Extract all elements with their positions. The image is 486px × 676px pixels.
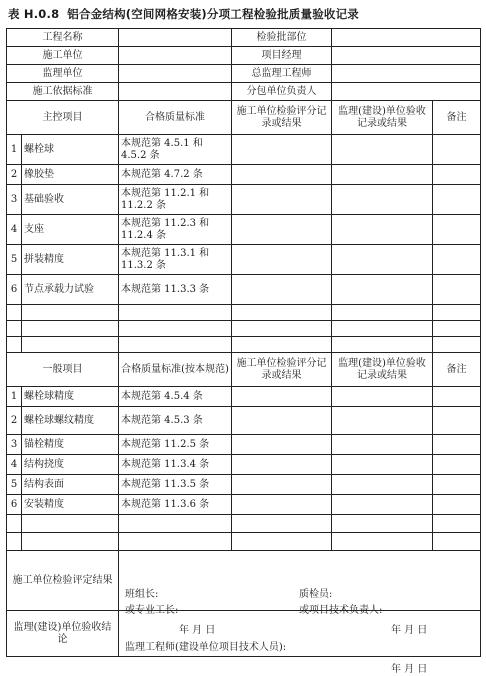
blank-cell[interactable] bbox=[232, 533, 332, 551]
blank-cell bbox=[7, 515, 22, 533]
unit-record-cell[interactable] bbox=[232, 135, 332, 165]
blank-cell bbox=[22, 515, 119, 533]
blank-cell bbox=[22, 321, 119, 337]
remarks-cell[interactable] bbox=[433, 165, 481, 185]
main-standard-heading: 合格质量标准 bbox=[119, 101, 232, 135]
general-items-heading: 一般项目 bbox=[7, 353, 119, 387]
item-name: 螺栓球精度 bbox=[22, 387, 119, 407]
item-name: 安装精度 bbox=[22, 495, 119, 515]
item-no: 3 bbox=[7, 185, 22, 215]
item-name: 基础验收 bbox=[22, 185, 119, 215]
item-no: 6 bbox=[7, 495, 22, 515]
table-row bbox=[7, 407, 481, 435]
form-title-text: 铝合金结构(空间网格安装)分项工程检验批质量验收记录 bbox=[67, 7, 359, 21]
date-right: 年 月 日 bbox=[391, 624, 428, 636]
supervision-record-cell[interactable] bbox=[332, 135, 433, 165]
table-row bbox=[7, 275, 481, 305]
blank-row bbox=[7, 533, 481, 551]
item-no: 5 bbox=[7, 475, 22, 495]
blank-cell[interactable] bbox=[232, 321, 332, 337]
item-no: 1 bbox=[7, 135, 22, 165]
item-name: 锚栓精度 bbox=[22, 435, 119, 455]
supervision-record-cell[interactable] bbox=[332, 245, 433, 275]
blank-cell bbox=[22, 337, 119, 353]
main-remarks-heading: 备注 bbox=[433, 101, 481, 135]
blank-cell bbox=[7, 305, 22, 321]
construction-standard-label: 施工依据标准 bbox=[7, 83, 119, 101]
remarks-cell[interactable] bbox=[433, 495, 481, 515]
item-name: 节点承载力试验 bbox=[22, 275, 119, 305]
item-no: 6 bbox=[7, 275, 22, 305]
blank-cell[interactable] bbox=[433, 515, 481, 533]
blank-cell bbox=[7, 337, 22, 353]
header-row bbox=[7, 65, 481, 83]
blank-cell[interactable] bbox=[232, 305, 332, 321]
item-standard: 本规范第 4.5.1 和 4.5.2 条 bbox=[119, 135, 232, 165]
unit-record-cell[interactable] bbox=[232, 475, 332, 495]
item-name: 拼装精度 bbox=[22, 245, 119, 275]
remarks-cell[interactable] bbox=[433, 455, 481, 475]
item-standard: 本规范第 11.3.3 条 bbox=[119, 275, 232, 305]
supervision-record-cell[interactable] bbox=[332, 455, 433, 475]
supervision-unit-value[interactable] bbox=[119, 65, 232, 83]
tech-head-label: 或项目技术负责人: bbox=[299, 604, 383, 616]
unit-record-cell[interactable] bbox=[232, 185, 332, 215]
item-no: 3 bbox=[7, 435, 22, 455]
quality-inspector-label: 质检员: bbox=[299, 588, 333, 600]
subcontractor-head-value[interactable] bbox=[332, 83, 481, 101]
inspection-dept-label: 检验批部位 bbox=[232, 29, 332, 47]
item-standard: 本规范第 11.3.4 条 bbox=[119, 455, 232, 475]
general-remarks-heading: 备注 bbox=[433, 353, 481, 387]
unit-record-cell[interactable] bbox=[232, 435, 332, 455]
blank-cell[interactable] bbox=[332, 515, 433, 533]
item-name: 螺栓球 bbox=[22, 135, 119, 165]
form-number: 表 H.0.8 bbox=[8, 7, 60, 21]
item-standard: 本规范第 4.7.2 条 bbox=[119, 165, 232, 185]
inspection-dept-value[interactable] bbox=[332, 29, 481, 47]
remarks-cell[interactable] bbox=[433, 275, 481, 305]
table-row bbox=[7, 495, 481, 515]
table-row bbox=[7, 455, 481, 475]
construction-unit-label: 施工单位 bbox=[7, 47, 119, 65]
inspection-record-table bbox=[6, 28, 481, 675]
table-row bbox=[7, 435, 481, 455]
item-standard: 本规范第 11.2.5 条 bbox=[119, 435, 232, 455]
form-title bbox=[8, 6, 480, 24]
item-no: 2 bbox=[7, 407, 22, 435]
unit-record-cell[interactable] bbox=[232, 455, 332, 475]
header-row bbox=[7, 47, 481, 65]
general-supervision-record-heading: 监理(建设)单位验收记录或结果 bbox=[332, 353, 433, 387]
blank-cell bbox=[119, 533, 232, 551]
blank-cell bbox=[22, 533, 119, 551]
header-row bbox=[7, 83, 481, 101]
supervision-record-cell[interactable] bbox=[332, 495, 433, 515]
unit-record-cell[interactable] bbox=[232, 275, 332, 305]
blank-cell bbox=[119, 337, 232, 353]
blank-cell[interactable] bbox=[232, 337, 332, 353]
item-standard: 本规范第 11.2.1 和 11.2.2 条 bbox=[119, 185, 232, 215]
blank-cell bbox=[119, 515, 232, 533]
item-name: 螺栓球螺纹精度 bbox=[22, 407, 119, 435]
item-no: 4 bbox=[7, 455, 22, 475]
item-name: 结构挠度 bbox=[22, 455, 119, 475]
item-standard: 本规范第 11.3.6 条 bbox=[119, 495, 232, 515]
item-name: 结构表面 bbox=[22, 475, 119, 495]
remarks-cell[interactable] bbox=[433, 215, 481, 245]
blank-row bbox=[7, 321, 481, 337]
foreman-label: 或专业工长: bbox=[125, 604, 179, 616]
blank-cell[interactable] bbox=[332, 321, 433, 337]
general-unit-record-heading: 施工单位检验评分记录或结果 bbox=[232, 353, 332, 387]
table-row bbox=[7, 185, 481, 215]
table-row bbox=[7, 135, 481, 165]
blank-cell bbox=[7, 321, 22, 337]
unit-record-cell[interactable] bbox=[232, 245, 332, 275]
unit-record-cell[interactable] bbox=[232, 165, 332, 185]
item-standard: 本规范第 4.5.4 条 bbox=[119, 387, 232, 407]
chief-supervisor-label: 总监理工程师 bbox=[232, 65, 332, 83]
supervision-conclusion-label: 监理(建设)单位验收结论 bbox=[7, 611, 119, 657]
remarks-cell[interactable] bbox=[433, 185, 481, 215]
table-row bbox=[7, 245, 481, 275]
remarks-cell[interactable] bbox=[433, 245, 481, 275]
subcontractor-head-label: 分包单位负责人 bbox=[232, 83, 332, 101]
unit-record-cell[interactable] bbox=[232, 407, 332, 435]
remarks-cell[interactable] bbox=[433, 407, 481, 435]
blank-cell[interactable] bbox=[332, 305, 433, 321]
construction-unit-value[interactable] bbox=[119, 47, 232, 65]
table-row bbox=[7, 475, 481, 495]
blank-row bbox=[7, 515, 481, 533]
supervision-record-cell[interactable] bbox=[332, 407, 433, 435]
header-row bbox=[7, 29, 481, 47]
item-no: 2 bbox=[7, 165, 22, 185]
remarks-cell[interactable] bbox=[433, 435, 481, 455]
general-items-header bbox=[7, 353, 481, 387]
supervision-record-cell[interactable] bbox=[332, 275, 433, 305]
main-unit-record-heading: 施工单位检验评分记录或结果 bbox=[232, 101, 332, 135]
blank-cell[interactable] bbox=[332, 533, 433, 551]
supervision-record-cell[interactable] bbox=[332, 387, 433, 407]
chief-supervisor-value[interactable] bbox=[332, 65, 481, 83]
supervision-record-cell[interactable] bbox=[332, 165, 433, 185]
item-standard: 本规范第 11.3.5 条 bbox=[119, 475, 232, 495]
project-name-value[interactable] bbox=[119, 29, 232, 47]
item-standard: 本规范第 11.2.3 和 11.2.4 条 bbox=[119, 215, 232, 245]
supervision-engineer-label: 监理工程师(建设单位项目技术人员): bbox=[125, 641, 287, 653]
remarks-cell[interactable] bbox=[433, 387, 481, 407]
main-items-header bbox=[7, 101, 481, 135]
supervision-record-cell[interactable] bbox=[332, 435, 433, 455]
project-manager-value[interactable] bbox=[332, 47, 481, 65]
remarks-cell[interactable] bbox=[433, 475, 481, 495]
item-no: 1 bbox=[7, 387, 22, 407]
team-leader-label: 班组长: bbox=[125, 588, 159, 600]
blank-cell[interactable] bbox=[332, 337, 433, 353]
item-standard: 本规范第 4.5.3 条 bbox=[119, 407, 232, 435]
item-name: 支座 bbox=[22, 215, 119, 245]
table-row bbox=[7, 387, 481, 407]
supervision-record-cell[interactable] bbox=[332, 185, 433, 215]
item-no: 5 bbox=[7, 245, 22, 275]
item-name: 橡胶垫 bbox=[22, 165, 119, 185]
blank-cell[interactable] bbox=[433, 337, 481, 353]
blank-cell[interactable] bbox=[433, 321, 481, 337]
item-standard: 本规范第 11.3.1 和 11.3.2 条 bbox=[119, 245, 232, 275]
blank-cell bbox=[119, 321, 232, 337]
date-left: 年 月 日 bbox=[179, 624, 216, 636]
blank-cell bbox=[119, 305, 232, 321]
construction-result-label: 施工单位检验评定结果 bbox=[7, 551, 119, 611]
table-row bbox=[7, 165, 481, 185]
construction-result-signatures[interactable] bbox=[119, 551, 481, 636]
construction-result-row bbox=[7, 551, 481, 611]
table-row bbox=[7, 215, 481, 245]
blank-cell[interactable] bbox=[433, 533, 481, 551]
supervision-record-cell[interactable] bbox=[332, 475, 433, 495]
date-bottom: 年 月 日 bbox=[391, 663, 428, 675]
item-no: 4 bbox=[7, 215, 22, 245]
blank-cell bbox=[7, 533, 22, 551]
blank-cell[interactable] bbox=[433, 305, 481, 321]
blank-cell[interactable] bbox=[232, 515, 332, 533]
unit-record-cell[interactable] bbox=[232, 495, 332, 515]
blank-row bbox=[7, 337, 481, 353]
blank-cell bbox=[22, 305, 119, 321]
main-items-heading: 主控项目 bbox=[7, 101, 119, 135]
unit-record-cell[interactable] bbox=[232, 387, 332, 407]
project-manager-label: 项目经理 bbox=[232, 47, 332, 65]
blank-row bbox=[7, 305, 481, 321]
general-standard-heading: 合格质量标准(按本规范) bbox=[119, 353, 232, 387]
construction-standard-value[interactable] bbox=[119, 83, 232, 101]
remarks-cell[interactable] bbox=[433, 135, 481, 165]
supervision-record-cell[interactable] bbox=[332, 215, 433, 245]
unit-record-cell[interactable] bbox=[232, 215, 332, 245]
main-supervision-record-heading: 监理(建设)单位验收记录或结果 bbox=[332, 101, 433, 135]
supervision-unit-label: 监理单位 bbox=[7, 65, 119, 83]
project-name-label: 工程名称 bbox=[7, 29, 119, 47]
